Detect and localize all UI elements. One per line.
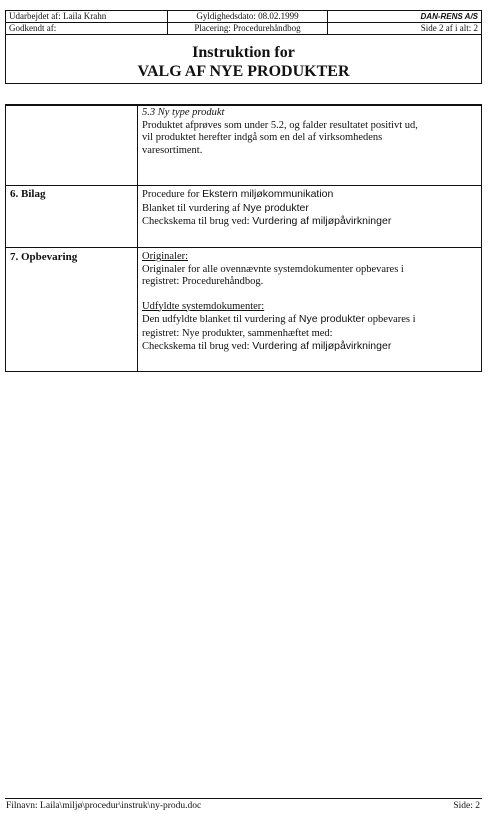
section-6-label: 6. Bilag (10, 188, 46, 200)
text-line: Originaler for alle ovennævnte systemdokumenter opbevares i (142, 263, 404, 275)
page-of: Side 2 af i alt: 2 (420, 23, 478, 33)
prepared-by: Udarbejdet af: Laila Krahn (6, 11, 168, 22)
footer-page-number: Side: 2 (453, 801, 480, 811)
footer-divider (5, 798, 482, 799)
document-title-line-2: VALG AF NYE PRODUKTER (137, 63, 350, 80)
section-7-content (142, 251, 478, 354)
filled-docs-heading: Udfyldte systemdokumenter: (142, 300, 265, 312)
text-line: varesortiment. (142, 144, 203, 156)
text-line (142, 188, 478, 202)
text-run: Checkskema til brug ved: (142, 341, 253, 352)
section-7-label: 7. Opbevaring (10, 251, 78, 263)
text-line (142, 327, 478, 341)
text-run: Nye produkter (298, 313, 365, 325)
text-line: vil produktet herefter indgå som en del af virksomhedens (142, 132, 383, 143)
valid-date: Gyldighedsdato: 08.02.1999 (168, 11, 328, 22)
text-line (142, 313, 478, 327)
text-run: Den udfyldte blanket til vurdering af (142, 314, 299, 325)
approved-by: Godkendt af: (6, 23, 168, 34)
text-line (142, 340, 478, 354)
column-divider (137, 106, 138, 371)
header-row-1 (6, 11, 481, 23)
text-line: registret: Procedurehåndbog. (142, 276, 264, 287)
text-line (142, 202, 478, 216)
content-table (5, 104, 482, 372)
text-run: Checkskema til brug ved: (142, 216, 253, 227)
text-run: opbevares i (364, 314, 416, 325)
header-row-2 (6, 23, 481, 35)
spacer (142, 289, 478, 301)
document-header (5, 10, 482, 84)
row-divider (6, 247, 481, 248)
company-name: DAN-RENS A/S (420, 12, 478, 21)
text-run: Ekstern miljøkommunikation (202, 188, 334, 200)
document-title-line-1: Instruktion for (192, 44, 295, 61)
text-run: Blanket til vurdering af (142, 202, 243, 214)
text-run: Nye produkter (242, 201, 309, 214)
text-run: Vurdering af miljøpåvirkninger (252, 215, 392, 227)
originals-heading: Originaler: (142, 251, 189, 262)
section-5-3-heading: 5.3 Ny type produkt (142, 107, 225, 118)
text-line (142, 215, 478, 229)
row-divider (6, 185, 481, 186)
title-area (6, 35, 481, 83)
text-run: Vurdering af miljøpåvirkninger (252, 340, 392, 352)
text-run: registret: Nye produkter, sammenhæftet med: (142, 327, 333, 339)
footer-filename: Filnavn: Laila\miljø\procedur\instruk\ny-produ.doc (6, 801, 202, 811)
section-5-3-content (142, 107, 478, 157)
text-run: Procedure for (142, 189, 203, 200)
section-6-content (142, 188, 478, 229)
location: Placering: Procedurehåndbog (168, 23, 328, 34)
text-line: Produktet afprøves som under 5.2, og falder resultatet positivt ud, (142, 119, 418, 131)
